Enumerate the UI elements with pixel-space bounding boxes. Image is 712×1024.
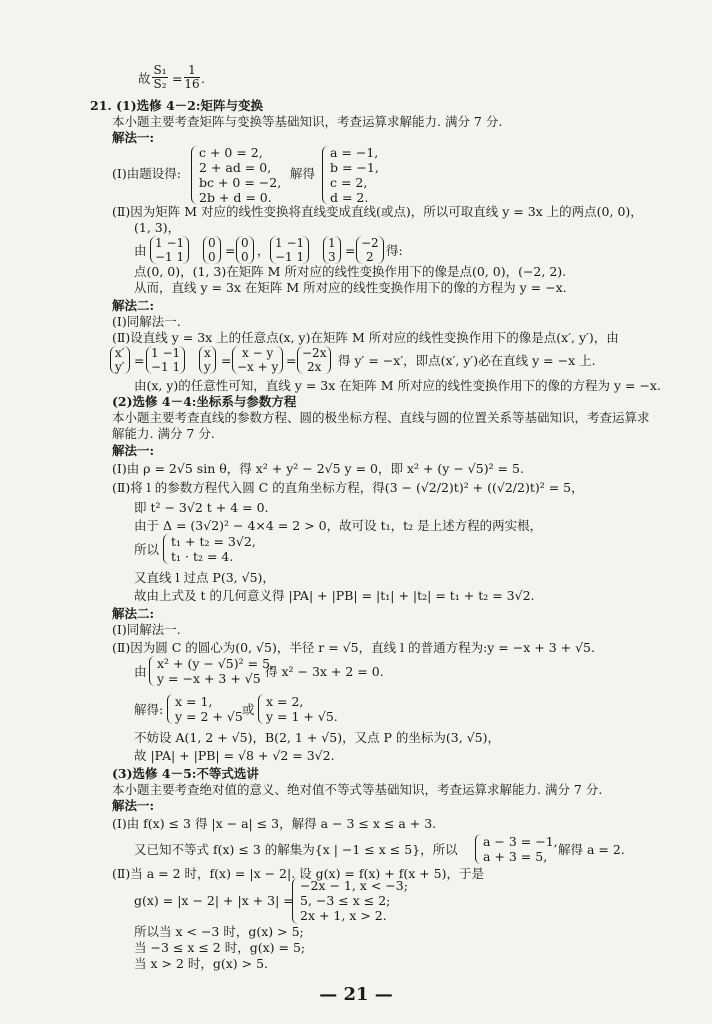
vector-entry: 2x [307, 360, 322, 374]
method1-label: 解法一: [112, 130, 155, 145]
p2-line8: 故 |PA| + |PB| = √8 + √2 = 3√2. [134, 748, 335, 763]
vector-entry: −2 [361, 236, 379, 250]
sys1-eq: bc + 0 = −2, [199, 175, 282, 190]
p3-line2-tail: 解得 a = 2. [558, 842, 625, 857]
sys7-piece: 2x + 1, x > 2. [300, 908, 387, 923]
vector-entry: 0 [208, 236, 216, 250]
p2-line6: 故由上式及 t 的几何意义得 |PA| + |PB| = |t₁| + |t₂| = t₁ + t₂ = 3√2. [134, 588, 535, 603]
p2-line3: 即 t² − 3√2 t + 4 = 0. [134, 500, 269, 515]
vector-entry: 0 [241, 250, 249, 264]
brace-sys1 [191, 146, 197, 204]
q21-part1-heading: 21. (1)选修 4－2:矩阵与变换 [90, 98, 263, 113]
brace-sys1-sol [322, 146, 328, 204]
method2-conclusion: 由(x, y)的任意性可知，直线 y = 3x 在矩阵 M 所对应的线性变换作用下的像的方程为 y = −x. [134, 378, 661, 393]
ratio-numerator: S₁ [153, 63, 167, 77]
sys6-eq: a − 3 = −1, [483, 834, 558, 849]
equals: = [345, 243, 356, 258]
sys4-eq: x = 1, [175, 694, 213, 709]
matrix-m1 [150, 236, 189, 264]
q21-part2-heading: (2)选修 4－4:坐标系与参数方程 [112, 394, 297, 409]
you-text: 由 [134, 243, 147, 258]
vector-entry: 0 [208, 250, 216, 264]
system-1-solution [330, 145, 379, 205]
sys5-eq: x = 2, [266, 694, 304, 709]
period: . [201, 71, 205, 86]
sys2-eq: t₁ + t₂ = 3√2, [171, 534, 256, 549]
equals: = [172, 71, 183, 86]
matrix-row: 1 −1 [151, 346, 181, 360]
suoyi-text: 所以 [134, 542, 160, 557]
vector-entry: x − y [242, 346, 274, 360]
result-fraction [184, 64, 200, 91]
gx-def: g(x) = |x − 2| + |x + 3| = [134, 893, 294, 908]
sys7-piece: −2x − 1, x < −3; [300, 878, 408, 893]
matrix-m3 [146, 346, 185, 374]
gu-text: 故 [138, 71, 151, 86]
vector-result [232, 346, 283, 374]
equals: = [134, 353, 145, 368]
vector-entry: 1 [328, 236, 336, 250]
system-6 [483, 834, 558, 864]
p3-line5: 当 −3 ≤ x ≤ 2 时，g(x) = 5; [134, 940, 306, 955]
sys1-eq: 2 + ad = 0, [199, 160, 272, 175]
p2-line4: 由于 Δ = (3√2)² − 4×4 = 2 > 0，故可设 t₁，t₂ 是上述方程的两实根， [134, 518, 543, 533]
sys6-eq: a + 3 = 5, [483, 849, 548, 864]
vector-entry: x [204, 346, 211, 360]
huo-text: 或 [242, 702, 255, 717]
method2-part2: (Ⅱ)设直线 y = 3x 上的任意点(x, y)在矩阵 M 所对应的线性变换作用下的像是点(x′, y′)，由 [112, 330, 619, 345]
you-text: 由 [134, 664, 147, 679]
matrix-row: 1 −1 [155, 236, 185, 250]
matrix-m2 [270, 236, 309, 264]
brace-sys3 [149, 656, 155, 686]
ratio-denominator: S₂ [153, 77, 167, 91]
vector-entry: −2x [302, 346, 327, 360]
vector-v2 [323, 236, 341, 264]
vector-entry: y′ [115, 360, 125, 374]
system-5 [266, 694, 338, 724]
method1-label: 解法一: [112, 798, 155, 813]
sys3-eq: y = −x + 3 + √5 [157, 671, 261, 686]
de-text: 得: [386, 243, 403, 258]
p2-line7: 不妨设 A(1, 2 + √5)，B(2, 1 + √5)，又点 P 的坐标为(3, √5)， [134, 730, 501, 745]
q21-part1-intro: 本小题主要考查矩阵与变换等基础知识，考查运算求解能力. 满分 7 分. [112, 114, 503, 129]
system-7 [300, 878, 408, 923]
comma: ， [257, 243, 270, 258]
p2-line2: (Ⅱ)将 l 的参数方程代入圆 C 的直角坐标方程，得(3 − (√2/2)t)² + ((√2/2)t)² = 5， [112, 480, 584, 495]
matrix-row: −1 1 [151, 360, 181, 374]
vector-r2 [356, 236, 384, 264]
conclusion-line: 从而，直线 y = 3x 在矩阵 M 所对应的线性变换作用下的像的方程为 y = −x. [134, 280, 567, 295]
p3-line1: (Ⅰ)由 f(x) ≤ 3 得 |x − a| ≤ 3，解得 a − 3 ≤ x ≤ a + 3. [112, 816, 437, 831]
equals: = [225, 243, 236, 258]
result-numerator: 1 [188, 63, 196, 77]
sys1-eq: 2b + d = 0. [199, 190, 272, 205]
p3-line3: (Ⅱ)当 a = 2 时，f(x) = |x − 2|. 设 g(x) = f(x) + f(x + 5)，于是 [112, 866, 485, 881]
solve-word: 解得 [290, 166, 316, 181]
matrix-row: −1 1 [155, 250, 185, 264]
image-points-line: 点(0, 0)，(1, 3)在矩阵 M 所对应的线性变换作用下的像是点(0, 0)，(−2, 2). [134, 264, 567, 279]
sys4-eq: y = 2 + √5 [175, 709, 243, 724]
equals: = [221, 353, 232, 368]
p2-m2-part2: (Ⅱ)因为圆 C 的圆心为(0, √5)，半径 r = √5，直线 l 的普通方程为:y = −x + 3 + √5. [112, 640, 595, 655]
method2-part1: (Ⅰ)同解法一. [112, 314, 181, 329]
p2-line1: (Ⅰ)由 ρ = 2√5 sin θ，得 x² + y² − 2√5 y = 0，即 x² + (y − √5)² = 5. [112, 461, 524, 476]
method1-label: 解法一: [112, 443, 155, 458]
vector-entry: 0 [241, 236, 249, 250]
part2-line1: (Ⅱ)因为矩阵 M 对应的线性变换将直线变成直线(或点)，所以可取直线 y = 3x 上的两点(0, 0)， [112, 204, 643, 219]
q21-part2-intro1: 本小题主要考查直线的参数方程、圆的极坐标方程、直线与圆的位置关系等基础知识，考查运算求 [112, 410, 650, 425]
sys1-eq: c + 0 = 2, [199, 145, 263, 160]
sol-eq: c = 2, [330, 175, 368, 190]
sys5-eq: y = 1 + √5. [266, 709, 338, 724]
sys3-eq: x² + (y − √5)² = 5, [157, 656, 274, 671]
result-denominator: 16 [184, 77, 200, 91]
jiede-text: 解得: [134, 702, 164, 717]
part2-line2: (1, 3)， [134, 220, 181, 235]
brace-sys2 [163, 534, 169, 564]
vector-entry: 2 [366, 250, 374, 264]
vector-entry: 3 [328, 250, 336, 264]
brace-sys6 [475, 834, 481, 864]
vector-v1 [203, 236, 221, 264]
part1-label: (Ⅰ)由题设得: [112, 166, 181, 181]
sys3-tail: 得 x² − 3x + 2 = 0. [265, 664, 384, 679]
sys2-eq: t₁ · t₂ = 4. [171, 549, 234, 564]
vector-entry: y [204, 360, 211, 374]
q21-part2-intro2: 解能力. 满分 7 分. [112, 426, 215, 441]
s-ratio [152, 64, 168, 91]
system-2 [171, 534, 256, 564]
vector-xy [199, 346, 216, 374]
vector-entry: x′ [115, 346, 125, 360]
brace-sys7 [292, 878, 298, 924]
vector-r1 [236, 236, 254, 264]
sol-eq: a = −1, [330, 145, 379, 160]
vector-result2 [297, 346, 331, 374]
method2-label: 解法二: [112, 298, 155, 313]
method2-label: 解法二: [112, 606, 155, 621]
matrix-row: −1 1 [275, 250, 305, 264]
p3-line2: 又已知不等式 f(x) ≤ 3 的解集为{x | −1 ≤ x ≤ 5}，所以 [134, 842, 458, 857]
system-4 [175, 694, 243, 724]
brace-sys5 [258, 694, 264, 724]
sol-eq: d = 2. [330, 190, 369, 205]
q21-part3-intro: 本小题主要考查绝对值的意义、绝对值不等式等基础知识，考查运算求解能力. 满分 7 分. [112, 782, 603, 797]
q21-part3-heading: (3)选修 4－5:不等式选讲 [112, 766, 259, 781]
equals: = [286, 353, 297, 368]
vector-xprime [110, 346, 130, 374]
p3-line6: 当 x > 2 时，g(x) > 5. [134, 956, 269, 971]
sys7-piece: 5, −3 ≤ x ≤ 2; [300, 893, 391, 908]
vector-entry: −x + y [237, 360, 279, 374]
brace-sys4 [167, 694, 173, 724]
sol-eq: b = −1, [330, 160, 379, 175]
page-number: — 21 — [319, 984, 393, 1005]
matrix-row: 1 −1 [275, 236, 305, 250]
system-1 [199, 145, 281, 205]
system-3 [157, 656, 274, 686]
p2-m2-part1: (Ⅰ)同解法一. [112, 622, 181, 637]
p2-line5: 又直线 l 过点 P(3, √5)， [134, 570, 275, 585]
p3-line4: 所以当 x < −3 时，g(x) > 5; [134, 924, 304, 939]
method2-tail: 得 y′ = −x′，即点(x′, y′)必在直线 y = −x 上. [338, 353, 596, 368]
